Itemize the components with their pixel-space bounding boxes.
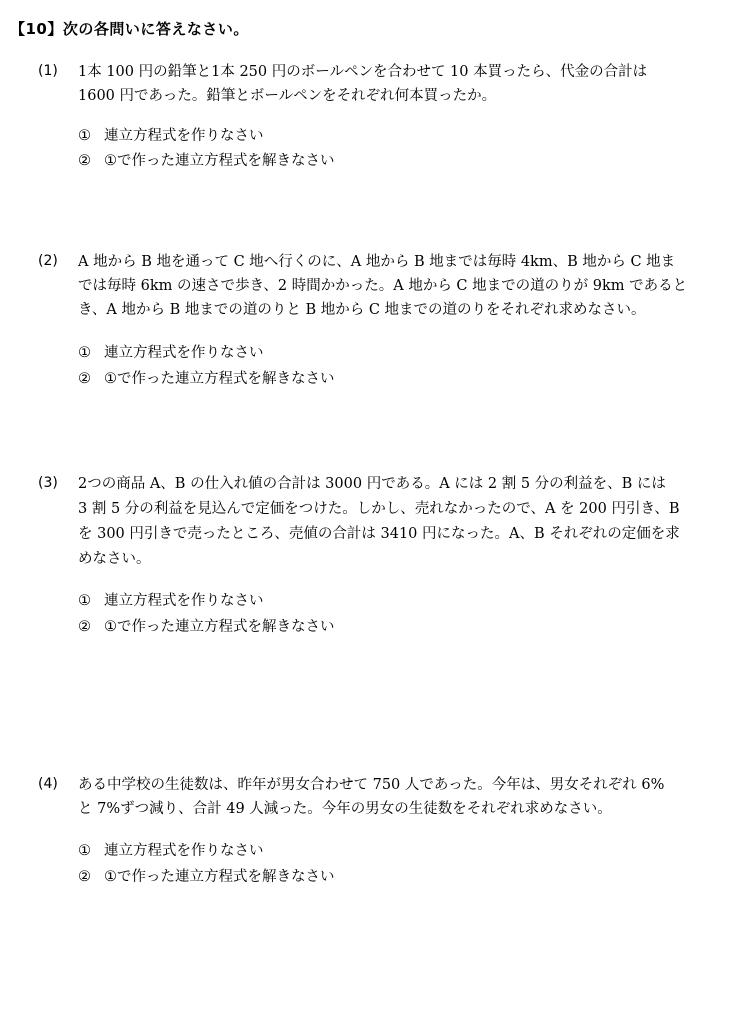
task-mark: ② <box>78 869 91 885</box>
task-text: 連立方程式を作りなさい <box>104 128 264 144</box>
problem-text-line: A 地から B 地を通って C 地へ行くのに、A 地から B 地までは毎時 4km、B 地から C 地ま <box>78 254 676 270</box>
task-mark: ① <box>78 128 91 144</box>
task-item <box>78 149 335 173</box>
task-text: ①で作った連立方程式を解きなさい <box>104 153 335 169</box>
task-mark: ② <box>78 153 91 169</box>
task-text: ①で作った連立方程式を解きなさい <box>104 371 335 387</box>
problem-text-line: 1本 100 円の鉛筆と1本 250 円のボールペンを合わせて 10 本買ったら、代金の合計は <box>78 64 648 80</box>
task-mark: ① <box>78 593 91 609</box>
problem-text-line: めなさい。 <box>78 551 151 567</box>
task-mark: ① <box>78 345 91 361</box>
task-item <box>78 865 335 889</box>
problem-text-line: 3 割 5 分の利益を見込んで定価をつけた。しかし、売れなかったので、A を 200 円引き、B <box>78 501 680 517</box>
task-text: ①で作った連立方程式を解きなさい <box>104 869 335 885</box>
task-text: ①で作った連立方程式を解きなさい <box>104 619 335 635</box>
task-item <box>78 367 335 391</box>
problem-number: (4) <box>38 776 58 792</box>
problem-text-line: 1600 円であった。鉛筆とボールペンをそれぞれ何本買ったか。 <box>78 88 497 104</box>
problem-text-line: と 7%ずつ減り、合計 49 人減った。今年の男女の生徒数をそれぞれ求めなさい。 <box>78 801 612 817</box>
problem-text-line: では毎時 6km の速さで歩き、2 時間かかった。A 地から C 地までの道のりが 9km であると <box>78 278 688 294</box>
problem-number: (1) <box>38 63 58 79</box>
task-mark: ② <box>78 371 91 387</box>
problem-text-line: 2つの商品 A、B の仕入れ値の合計は 3000 円である。A には 2 割 5 分の利益を、B には <box>78 476 666 492</box>
problem-text-line: ある中学校の生徒数は、昨年が男女合わせて 750 人であった。今年は、男女それぞれ 6% <box>78 777 665 793</box>
task-text: 連立方程式を作りなさい <box>104 345 264 361</box>
task-text: 連立方程式を作りなさい <box>104 593 264 609</box>
task-item <box>78 615 335 639</box>
task-item <box>78 839 264 863</box>
task-text: 連立方程式を作りなさい <box>104 843 264 859</box>
problem-number: (3) <box>38 475 58 491</box>
problem-text-line: き、A 地から B 地までの道のりと B 地から C 地までの道のりをそれぞれ求めなさい。 <box>78 302 646 318</box>
task-item <box>78 341 264 365</box>
problem-text-line: を 300 円引きで売ったところ、売値の合計は 3410 円になった。A、B それぞれの定価を求 <box>78 526 680 542</box>
problem-number: (2) <box>38 253 58 269</box>
task-mark: ② <box>78 619 91 635</box>
task-mark: ① <box>78 843 91 859</box>
task-item <box>78 589 264 613</box>
page-title: 【10】次の各問いに答えなさい。 <box>10 20 249 38</box>
task-item <box>78 124 264 148</box>
